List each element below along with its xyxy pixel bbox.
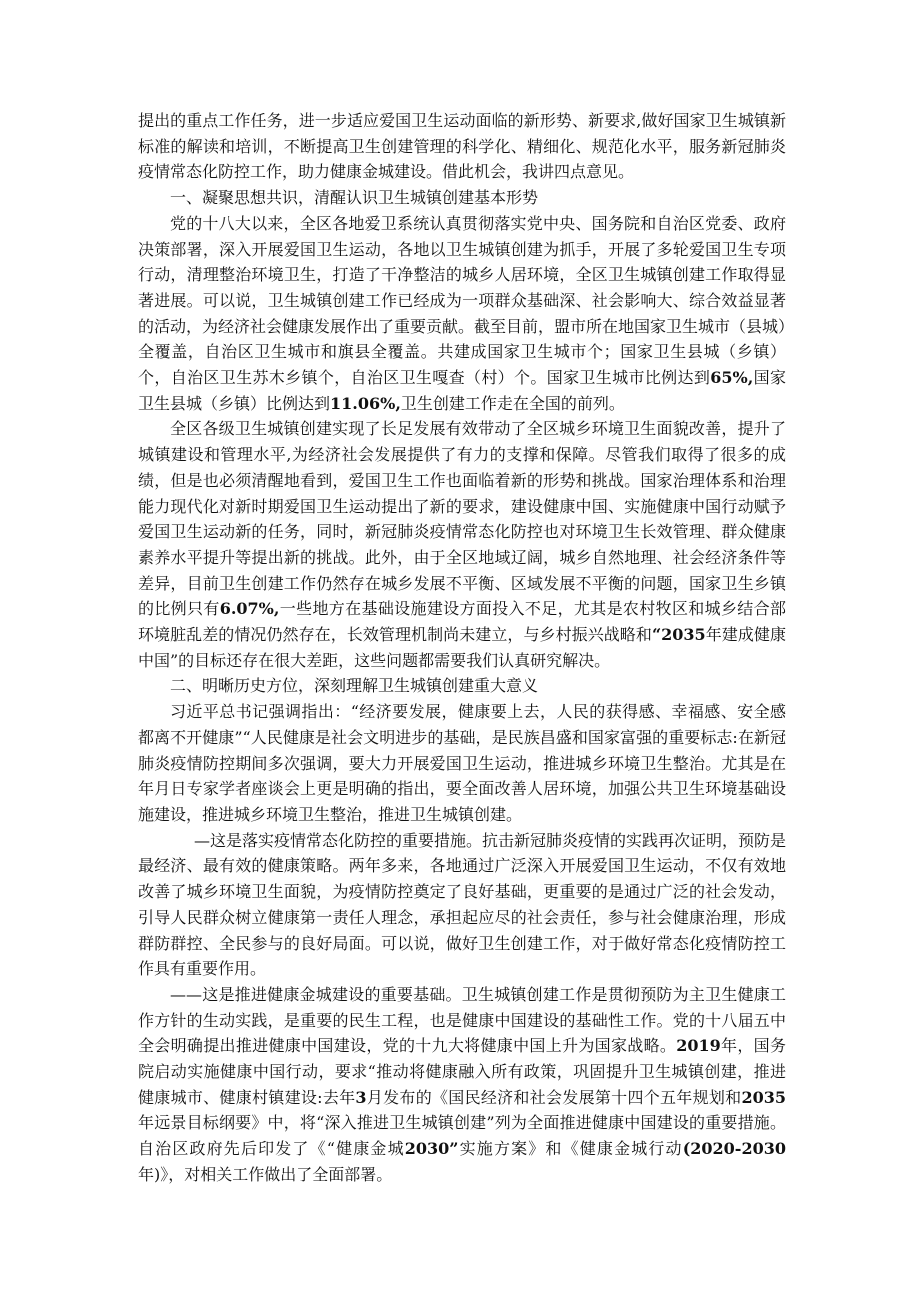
paragraph-challenges xyxy=(138,416,786,673)
section-heading-2: 二、明晰历史方位，深刻理解卫生城镇创建重大意义 xyxy=(170,676,539,696)
year-range-value: (2020-2030 xyxy=(682,1139,786,1159)
text-run: 年)》，对相关工作做出了全面部署。 xyxy=(138,1164,393,1184)
paragraph-intro: 提出的重点工作任务，进一步适应爱国卫生运动面临的新形势、新要求,做好国家卫生城镇新标准的解读和培训，不断提高卫生创建管理的科学化、精细化、规范化水平，服务新冠肺炎疫情常态化防控工作，助力健康金城建设。借此机会，我讲四点意见。 xyxy=(138,111,786,182)
text-run: 月发布的《国民经济和社会发展第十四个五年规划和 xyxy=(366,1087,742,1107)
text-run: 卫生创建工作走在全国的前列。 xyxy=(400,393,625,413)
text-run: 国家卫生县城（乡镇）比例达到 xyxy=(138,368,786,413)
text-run: 全区各级卫生城镇创建实现了长足发展有效带动了全区城乡环境卫生面貌改善，提升了城镇建设和管理水平,为经济社会发展提供了有力的支撑和保障。尽管我们取得了很多的成绩，但是也必须清醒地看到，爱国卫生工作也面临着新的形势和挑战。国家治理体系和治理能力现代化对新时期爱国卫生运动提出了新的要求，建设健康中国、实施健康中国行动赋予爱国卫生运动新的任务，同时，新冠肺炎疫情常态化防控也对环境卫生长效管理、群众健康素养水平提升等提出新的挑战。此外，由于全区地域辽阔，城乡自然地理、社会经济条件等差异，目前卫生创建工作仍然存在城乡发展不平衡、区域发展不平衡的问题，国家卫生乡镇的比例只有 xyxy=(138,419,786,619)
year-value: 2035 xyxy=(741,1087,786,1107)
text-run: 一些地方在基础设施建设方面投入不足，尤其是农村牧区和城乡结合部环境脏乱差的情况仍然存在，长效管理机制尚未建立，与乡村振兴战略和 xyxy=(138,599,786,645)
text-run: 年，国务院启动实施健康中国行动，要求“推动将健康融入所有政策，巩固提升卫生城镇创建，推进健康城市、健康村镇建设:去年 xyxy=(138,1036,786,1107)
year-value: 2030” xyxy=(404,1139,459,1159)
paragraph-progress xyxy=(138,211,786,417)
text-run: 党的十八大以来，全区各地爱卫系统认真贯彻落实党中央、国务院和自治区党委、政府决策部署，深入开展爱国卫生运动，各地以卫生城镇创建为抓手，开展了多轮爱国卫生专项行动，清理整治环境卫生，打造了干净整洁的城乡人居环境，全区卫生城镇创建工作取得显著进展。可以说，卫生城镇创建工作已经成为一项群众基础深、社会影响大、综合效益显著的活动，为经济社会健康发展作出了重要贡献。截至目前，盟市所在地国家卫生城市（县城）全覆盖，自治区卫生城市和旗县全覆盖。共建成国家卫生城市个；国家卫生县城（乡镇）个，自治区卫生苏木乡镇个，自治区卫生嘎查（村）个。国家卫生城市比例达到 xyxy=(138,213,787,388)
paragraph-healthy-city xyxy=(138,982,786,1188)
month-value: 3 xyxy=(355,1087,367,1107)
text-run: ——这是推进健康金城建设的重要基础。卫生城镇创建工作是贯彻预防为主卫生健康工作方针的生动实践，是重要的民生工程，也是健康中国建设的基础性工作。党的十八届五中全会明确提出推进健康中国建设，党的十九大将健康中国上升为国家战略。 xyxy=(138,984,786,1056)
text-run: 年建成健康中国”的目标还存在很大差距，这些问题都需要我们认真研究解决。 xyxy=(138,625,786,670)
paragraph-epidemic: —这是落实疫情常态化防控的重要措施。抗击新冠肺炎疫情的实践再次证明，预防是最经济、最有效的健康策略。两年多来，各地通过广泛深入开展爱国卫生运动，不仅有效地改善了城乡环境卫生面貌，为疫情防控奠定了良好基础，更重要的是通过广泛的社会发动，引导人民群众树立健康第一责任人理念，承担起应尽的社会责任，参与社会健康治理，形成群防群控、全民参与的良好局面。可以说，做好卫生创建工作，对于做好常态化疫情防控工作具有重要作用。 xyxy=(138,830,787,979)
stat-value: 6.07%, xyxy=(219,599,280,619)
document-page xyxy=(138,108,786,1188)
text-run: 实施方案》和《健康金城行动 xyxy=(458,1139,683,1159)
paragraph-quote: 习近平总书记强调指出：“经济要发展，健康要上去，人民的获得感、幸福感、安全感都离不开健康”“人民健康是社会文明进步的基础，是民族昌盛和国家富强的重要标志:在新冠肺炎疫情防控期间多次强调，要大力开展爱国卫生运动，推进城乡环境卫生整治。尤其是在年月日专家学者座谈会上更是明确的指出，要全面改善人居环境，加强公共卫生环境基础设施建设，推进城乡环境卫生整治，推进卫生城镇创建。 xyxy=(138,702,786,824)
year-value: 2019 xyxy=(676,1036,721,1056)
text-run: 年远景目标纲要》中，将“深入推进卫生城镇创建”列为全面推进健康中国建设的重要措施。自治区政府先后印发了《“健康金城 xyxy=(138,1113,786,1159)
section-heading-1: 一、凝聚思想共识，清醒认识卫生城镇创建基本形势 xyxy=(170,188,539,208)
year-value: “2035 xyxy=(651,625,706,645)
stat-value: 65%, xyxy=(710,368,754,388)
stat-value: 11.06%, xyxy=(330,393,401,413)
